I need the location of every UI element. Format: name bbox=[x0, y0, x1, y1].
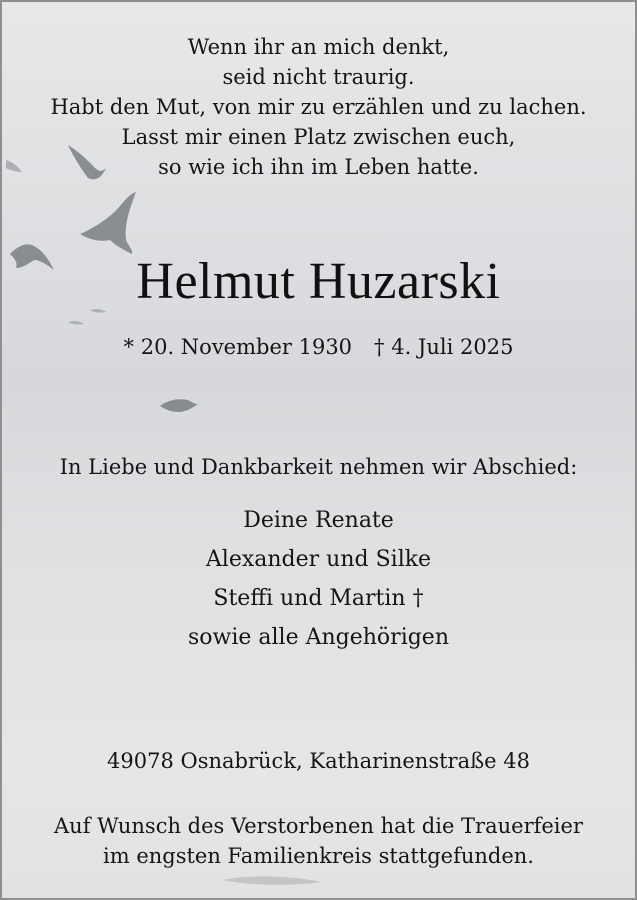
poem-line: Habt den Mut, von mir zu erzählen und zu lachen. bbox=[50, 95, 587, 119]
life-dates bbox=[2, 332, 635, 362]
address: 49078 Osnabrück, Katharinenstraße 48 bbox=[107, 749, 530, 773]
family-member: Alexander und Silke bbox=[205, 547, 432, 572]
family-member: Steffi und Martin † bbox=[213, 586, 424, 611]
family-list bbox=[2, 501, 635, 657]
death-date: † 4. Juli 2025 bbox=[374, 335, 514, 359]
bird-silhouette-icon bbox=[68, 321, 84, 325]
farewell-text: In Liebe und Dankbarkeit nehmen wir Abschied: bbox=[59, 455, 578, 479]
poem-line: Lasst mir einen Platz zwischen euch, bbox=[121, 125, 516, 149]
closing-line: im engsten Familienkreis stattgefunden. bbox=[103, 844, 534, 868]
family-member: Deine Renate bbox=[243, 508, 394, 533]
poem-line: seid nicht traurig. bbox=[222, 65, 415, 89]
birth-date: * 20. November 1930 bbox=[123, 335, 353, 359]
bird-silhouette-icon bbox=[222, 876, 322, 884]
deceased-name: Helmut Huzarski bbox=[136, 253, 501, 310]
family-member: sowie alle Angehörigen bbox=[187, 625, 449, 650]
bird-silhouette-icon bbox=[160, 399, 198, 412]
poem bbox=[2, 32, 635, 182]
closing-note bbox=[2, 811, 635, 871]
bird-silhouette-icon bbox=[80, 192, 136, 254]
poem-line: so wie ich ihn im Leben hatte. bbox=[158, 155, 479, 179]
poem-line: Wenn ihr an mich denkt, bbox=[187, 35, 450, 59]
closing-line: Auf Wunsch des Verstorbenen hat die Trauerfeier bbox=[54, 814, 583, 838]
